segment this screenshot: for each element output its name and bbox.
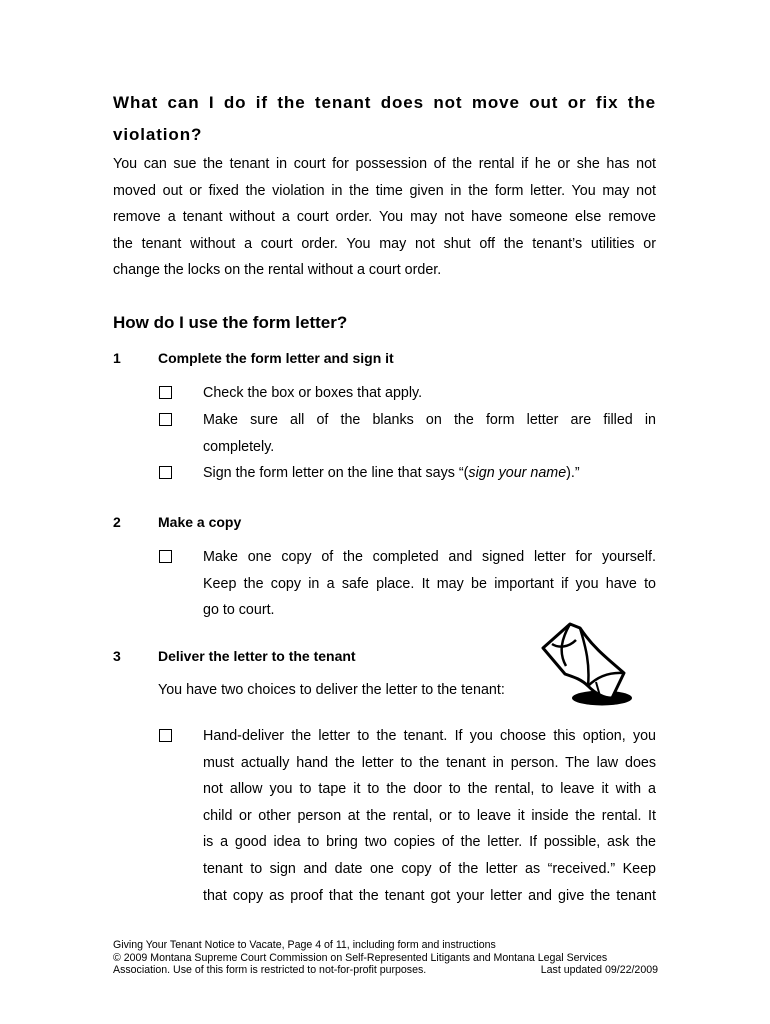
checklist-item-line: Make sure all of the blanks on the form letter are filled in [203,412,656,428]
checkbox-icon [159,550,172,563]
paragraph-sue-tenant [113,151,656,284]
step-title: Make a copy [158,514,242,530]
step-number: 2 [113,514,121,530]
paragraph-line: remove a tenant without a court order. You may not have someone else remove [113,209,656,226]
section-heading-tenant-not-moving: What can I do if the tenant does not move out or fix the [113,93,656,112]
checklist-item-line: is a good idea to bring two copies of the letter. If possible, ask the [203,834,656,851]
sign-your-name-emphasis: sign your name [468,465,567,481]
checklist-item-make-copy [203,544,656,624]
step-number: 1 [113,350,121,366]
page-footer [113,939,658,977]
checklist-item-line: go to court. [203,602,275,619]
checkbox-icon [159,466,172,479]
checklist-text: Sign the form letter on the line that says “( [203,465,469,481]
checklist-item-line: Hand-deliver the letter to the tenant. If you choose this option, you [203,728,656,744]
checklist-item-line: completely. [203,438,275,455]
step-title: Complete the form letter and sign it [158,350,394,366]
checklist-item-line: tenant to sign and date one copy of the letter as “received.” Keep [203,860,656,877]
checklist-item-line: child or other person at the rental, or to leave it inside the rental. It [203,807,656,824]
footer-last-updated: Last updated 09/22/2009 [540,964,658,977]
footer-copyright: © 2009 Montana Supreme Court Commission on Self-Represented Litigants and Montana Legal Services [113,951,608,964]
section-heading-continued: violation? [113,125,203,144]
checklist-item-line: Keep the copy in a safe place. It may be important if you have to [203,575,656,592]
footer-usage-restriction: Association. Use of this form is restricted to not-for-profit purposes. [113,964,427,977]
checklist-item-line: not allow you to tape it to the door to the rental, to leave it with a [203,781,656,798]
checklist-item-check-boxes: Check the box or boxes that apply. [203,385,423,401]
checklist-item-line: Make one copy of the completed and signed letter for yourself. [203,549,656,565]
section-heading-form-letter-use: How do I use the form letter? [113,313,348,332]
paragraph-line: moved out or fixed the violation in the time given in the form letter. You may not [113,182,656,199]
flying-letter-icon [540,618,636,708]
checkbox-icon [159,729,172,742]
step-number: 3 [113,648,121,664]
checklist-item-line: must actually hand the letter to the tenant in person. The law does [203,754,656,771]
checkbox-icon [159,386,172,399]
checklist-item-sign [203,460,656,487]
checkbox-icon [159,413,172,426]
checklist-item-hand-deliver [203,723,656,909]
footer-page-info: Giving Your Tenant Notice to Vacate, Page 4 of 11, including form and instructions [113,939,496,951]
checklist-item-line: that copy as proof that the tenant got your letter and give the tenant [203,887,656,904]
footer-usage-row [113,964,658,977]
step-title: Deliver the letter to the tenant [158,648,356,664]
paragraph-line: change the locks on the rental without a court order. [113,262,442,279]
checklist-text: ).” [566,465,580,481]
paragraph-line: You can sue the tenant in court for possession of the rental if he or she has not [113,156,656,172]
paragraph-line: the tenant without a court order. You may not shut off the tenant’s utilities or [113,235,656,252]
checklist-item-fill-blanks [203,407,656,460]
step-intro: You have two choices to deliver the letter to the tenant: [158,682,505,698]
